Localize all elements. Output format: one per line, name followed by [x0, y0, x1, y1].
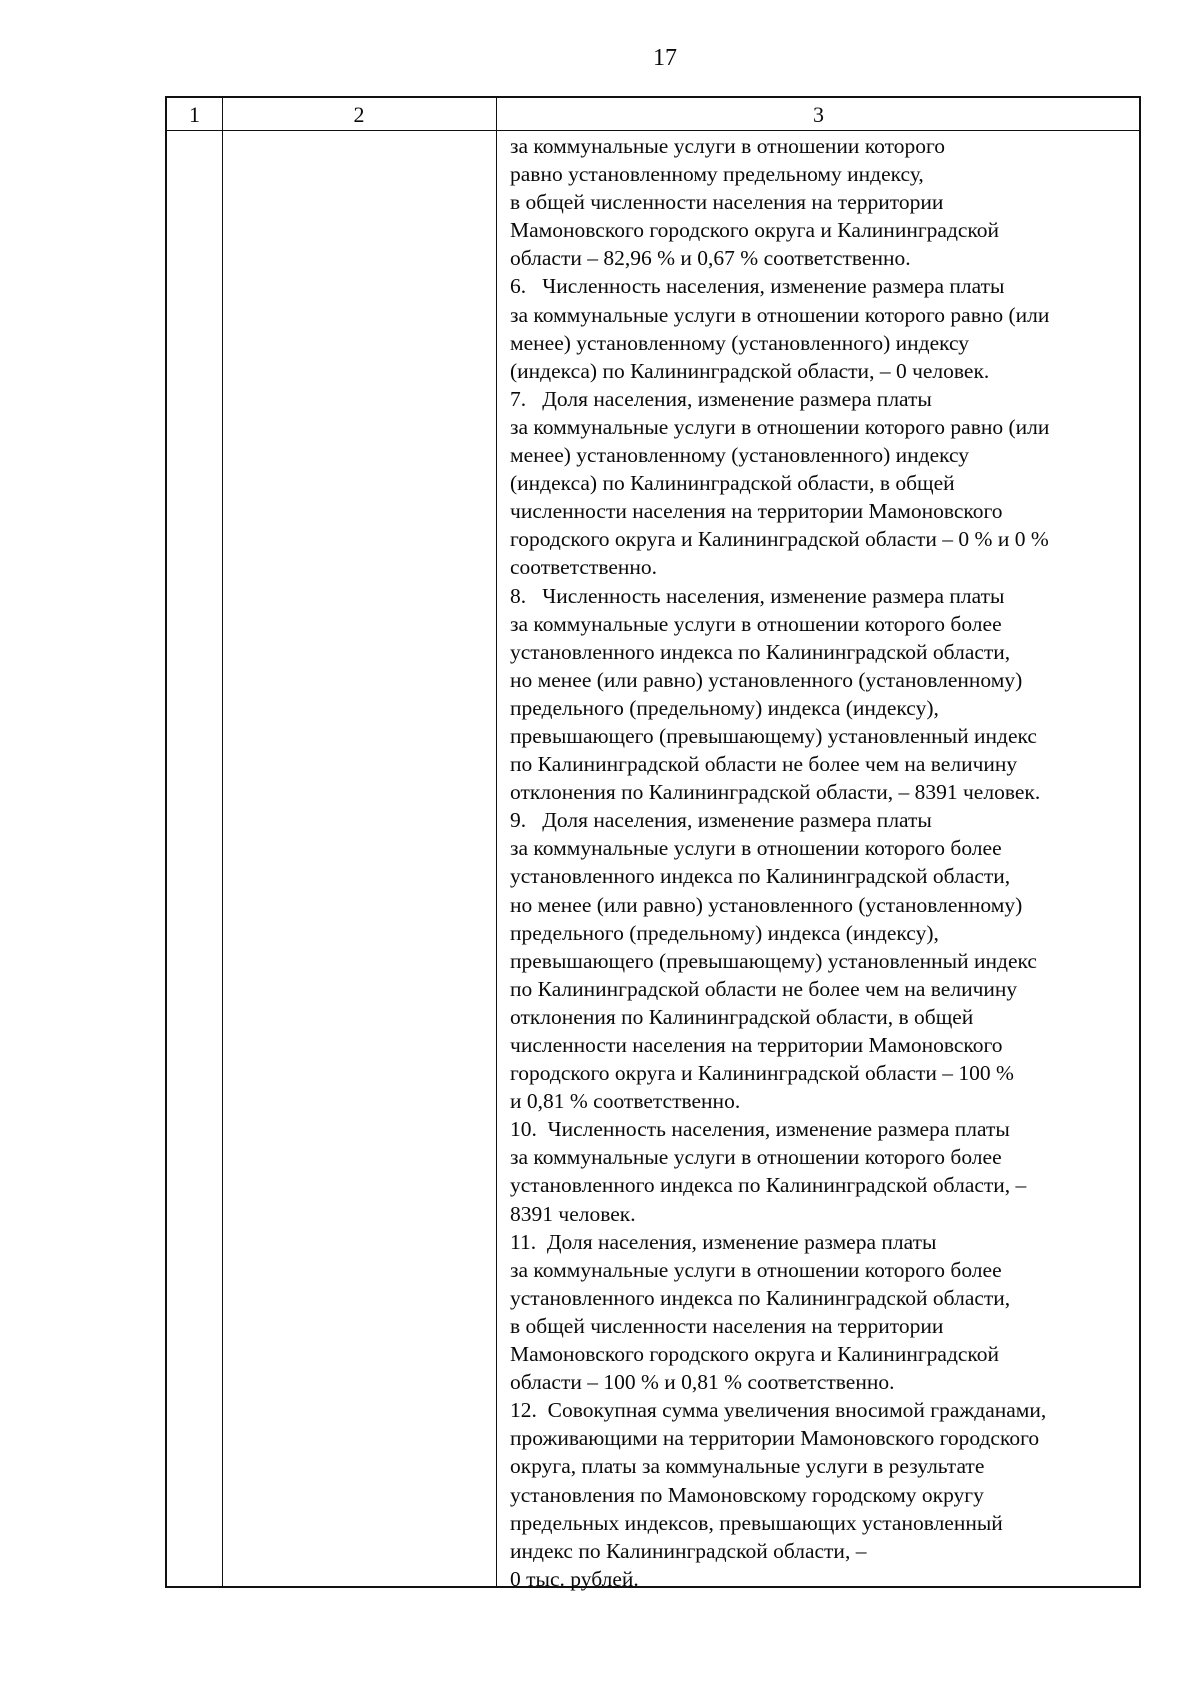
column-divider-1 — [222, 98, 223, 1586]
text-line: 9. Доля населения, изменение размера платы — [510, 808, 932, 833]
text-line: и 0,81 % соответственно. — [510, 1089, 741, 1114]
text-line: за коммунальные услуги в отношении которого более — [510, 1257, 1002, 1282]
text-line: превышающего (превышающему) установленный индекс — [510, 723, 1037, 748]
text-line: 7. Доля населения, изменение размера платы — [510, 386, 932, 411]
text-line: (индекса) по Калининградской области, в общей — [510, 471, 955, 496]
text-line: за коммунальные услуги в отношении которого более — [510, 611, 1002, 636]
text-line: менее) установленному (установленного) индексу — [510, 443, 970, 468]
text-line: за коммунальные услуги в отношении которого равно (или — [510, 302, 1050, 327]
text-line: за коммунальные услуги в отношении которого равно (или — [510, 414, 1050, 439]
text-line: установленного индекса по Калининградской области, — [510, 639, 1011, 664]
text-line: но менее (или равно) установленного (установленному) — [510, 667, 1023, 692]
text-line: индекс по Калининградской области, – — [510, 1538, 867, 1563]
text-line: предельного (предельному) индекса (индексу), — [510, 695, 939, 720]
column-header-1: 1 — [189, 102, 200, 127]
text-line: численности населения на территории Мамоновского — [510, 1033, 1003, 1057]
text-line: 6. Численность населения, изменение размера платы — [510, 274, 1005, 299]
text-line: 10. Численность населения, изменение размера платы — [510, 1117, 1010, 1142]
text-line: за коммунальные услуги в отношении которого более — [510, 1145, 1002, 1170]
column-header-2: 2 — [353, 102, 365, 127]
text-line: проживающими на территории Мамоновского городского — [510, 1426, 1040, 1451]
text-line: отклонения по Калининградской области, – 8391 человек. — [510, 780, 1041, 805]
text-line: Мамоновского городского округа и Калининградской — [510, 1342, 1000, 1367]
text-line: но менее (или равно) установленного (установленному) — [510, 892, 1023, 917]
text-line: установленного индекса по Калининградской области, — [510, 864, 1011, 889]
page-number: 17 — [653, 45, 677, 71]
text-line: менее) установленному (установленного) индексу — [510, 330, 970, 355]
text-line: предельного (предельному) индекса (индексу), — [510, 920, 939, 945]
text-line: 11. Доля населения, изменение размера платы — [510, 1229, 937, 1254]
text-line: 12. Совокупная сумма увеличения вносимой гражданами, — [510, 1398, 1047, 1423]
text-line: в общей численности населения на территории — [510, 190, 944, 215]
text-line: Мамоновского городского округа и Калининградской — [510, 218, 1000, 243]
text-line: за коммунальные услуги в отношении которого более — [510, 836, 1002, 861]
text-line: 0 тыс. рублей. — [510, 1566, 639, 1591]
header-row-divider — [167, 130, 1139, 131]
text-line: соответственно. — [510, 555, 658, 580]
text-line: (индекса) по Калининградской области, – 0 человек. — [510, 358, 990, 383]
text-line: в общей численности населения на территории — [510, 1313, 944, 1338]
text-line: городского округа и Калининградской области – 0 % и 0 % — [510, 527, 1049, 552]
text-line: городского округа и Калининградской области – 100 % — [510, 1061, 1014, 1086]
text-line: области – 100 % и 0,81 % соответственно. — [510, 1370, 895, 1395]
text-line: по Калининградской области не более чем на величину — [510, 752, 1018, 777]
text-line: 8. Численность населения, изменение размера платы — [510, 583, 1005, 608]
text-line: превышающего (превышающему) установленный индекс — [510, 948, 1037, 973]
text-line: области – 82,96 % и 0,67 % соответственно. — [510, 246, 911, 271]
text-line: равно установленному предельному индексу, — [510, 162, 924, 187]
table-cell-column-3 — [510, 132, 1140, 1593]
text-line: за коммунальные услуги в отношении которого — [510, 134, 946, 158]
document-table — [165, 96, 1141, 1591]
text-line: отклонения по Калининградской области, в общей — [510, 1004, 974, 1029]
text-line: установленного индекса по Калининградской области, – — [510, 1173, 1027, 1198]
text-line: по Калининградской области не более чем на величину — [510, 976, 1018, 1001]
text-line: установления по Мамоновскому городскому округу — [510, 1482, 984, 1507]
text-line: предельных индексов, превышающих установленный — [510, 1510, 1003, 1535]
column-divider-2 — [496, 98, 497, 1586]
column-header-3: 3 — [813, 102, 824, 127]
text-line: округа, платы за коммунальные услуги в результате — [510, 1454, 985, 1479]
text-line: численности населения на территории Мамоновского — [510, 499, 1003, 524]
text-line: установленного индекса по Калининградской области, — [510, 1285, 1011, 1310]
text-line: 8391 человек. — [510, 1201, 636, 1226]
